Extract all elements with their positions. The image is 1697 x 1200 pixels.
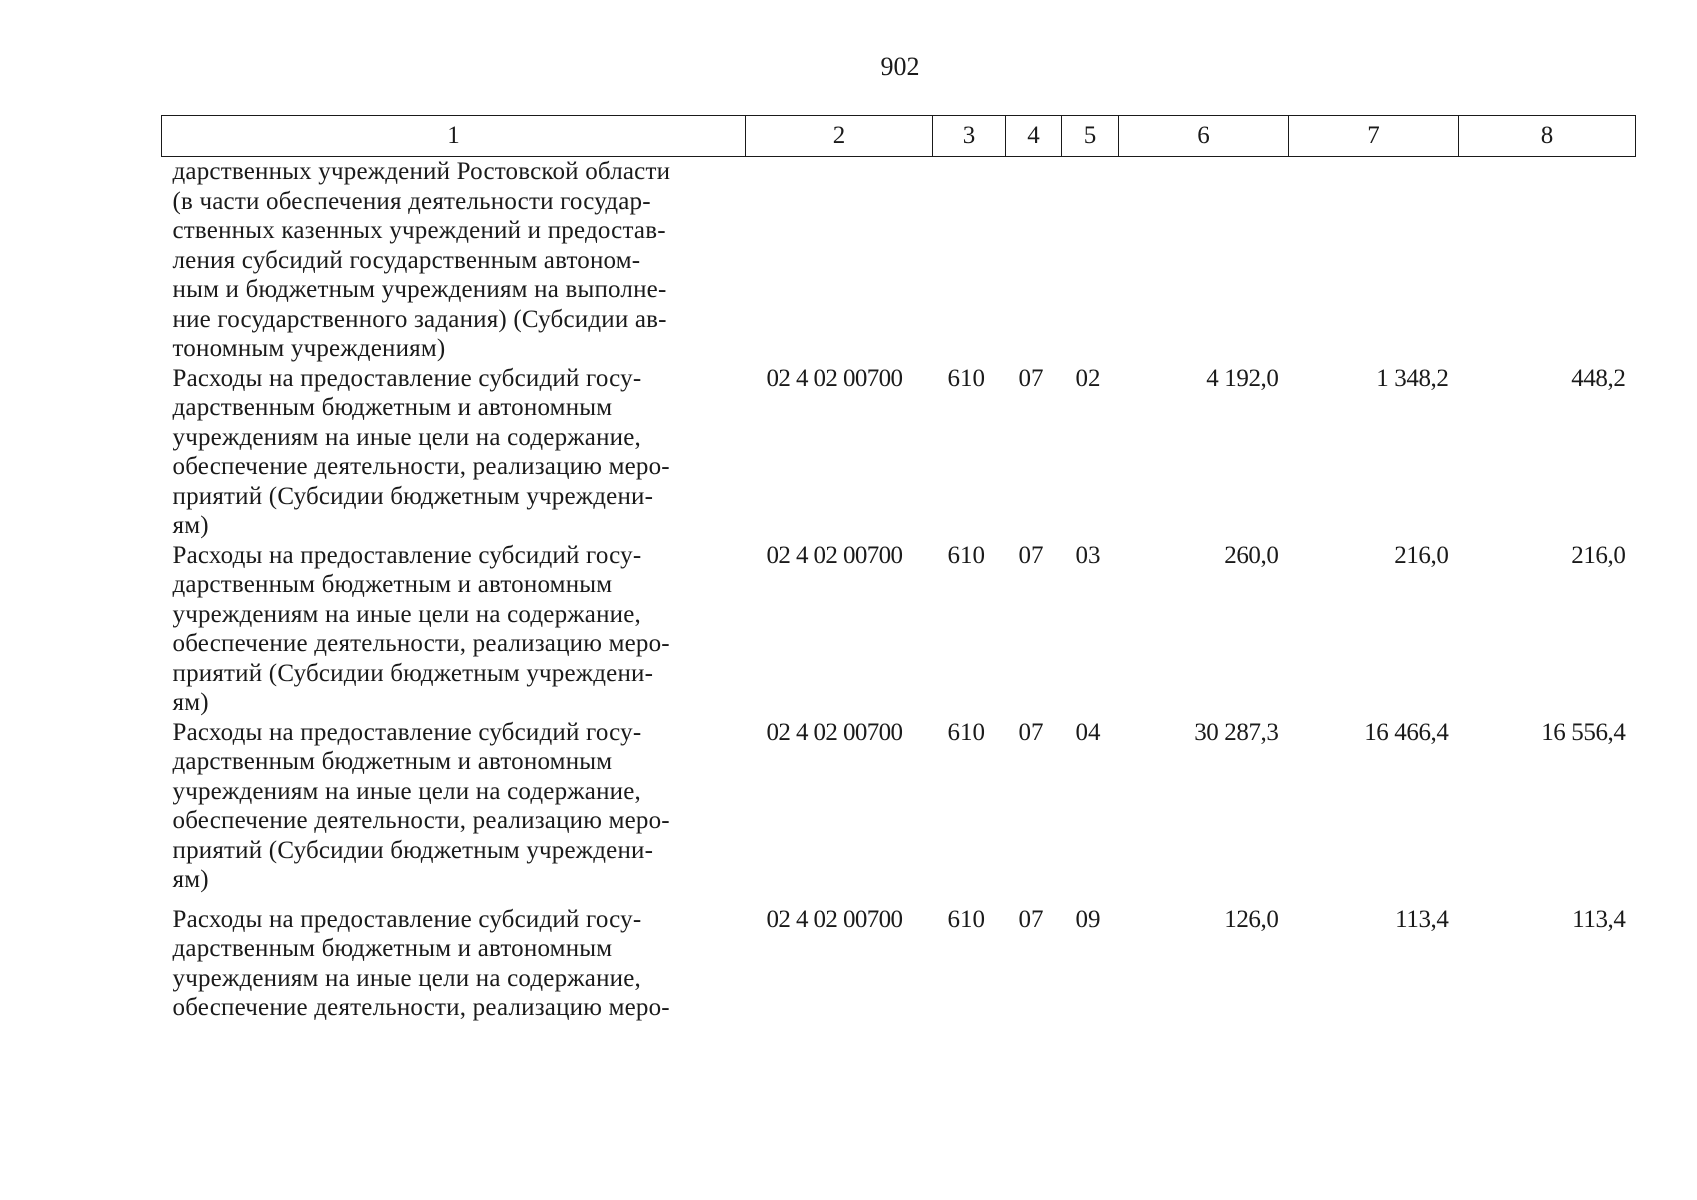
description-line: дарственным бюджетным и автономным xyxy=(172,571,613,598)
section-cell: 07 xyxy=(1018,364,1044,392)
description-line: учреждениям на иные цели на содержание, xyxy=(172,423,641,451)
section-cell: 07 xyxy=(1018,718,1044,746)
target-code-cell: 02 4 02 00700 xyxy=(766,541,903,569)
target-code-cell: 02 4 02 00700 xyxy=(766,718,903,746)
continuation-description xyxy=(162,157,746,364)
column-header-1: 1 xyxy=(162,116,746,157)
column-header-6: 6 xyxy=(1119,116,1289,157)
description-line: Расходы на предоставление субсидий госу- xyxy=(172,541,642,569)
amount-col7-cell: 1 348,2 xyxy=(1376,364,1449,392)
amount-col6-cell: 4 192,0 xyxy=(1206,364,1279,392)
description-line: Расходы на предоставление субсидий госу- xyxy=(172,718,642,746)
description-line: обеспечение деятельности, реализацию меро- xyxy=(172,807,670,834)
section-cell: 07 xyxy=(1018,541,1044,569)
table-body xyxy=(162,157,1636,1023)
description-line: дарственным бюджетным и автономным xyxy=(172,935,613,962)
description-line: учреждениям на иные цели на содержание, xyxy=(172,964,641,992)
description-line: дарственным бюджетным и автономным xyxy=(172,394,613,421)
amount-col7-cell: 113,4 xyxy=(1395,905,1449,933)
amount-col6-cell: 126,0 xyxy=(1224,905,1279,933)
description-line: обеспечение деятельности, реализацию меро- xyxy=(172,630,670,657)
amount-col6-cell: 260,0 xyxy=(1224,541,1279,569)
target-code-cell: 02 4 02 00700 xyxy=(766,364,903,392)
table-row xyxy=(162,718,1636,895)
column-header-4: 4 xyxy=(1006,116,1062,157)
description-line: ям) xyxy=(172,689,209,716)
column-header-3: 3 xyxy=(933,116,1006,157)
description-line: Расходы на предоставление субсидий госу- xyxy=(172,905,642,933)
page-number: 902 xyxy=(880,52,920,81)
expense-type-cell: 610 xyxy=(947,905,985,933)
description-line: ям) xyxy=(172,512,209,539)
expense-type-cell: 610 xyxy=(947,718,985,746)
expense-type-cell: 610 xyxy=(947,541,985,569)
table-row xyxy=(162,895,1636,1023)
description-line: учреждениям на иные цели на содержание, xyxy=(172,600,641,628)
description-line: ям) xyxy=(172,866,209,893)
description-line: Расходы на предоставление субсидий госу- xyxy=(172,364,642,392)
table-row xyxy=(162,364,1636,541)
row-description xyxy=(162,895,746,1023)
row-description xyxy=(162,718,746,895)
description-line: учреждениям на иные цели на содержание, xyxy=(172,777,641,805)
subsection-cell: 02 xyxy=(1075,364,1101,392)
subsection-cell: 04 xyxy=(1075,718,1101,746)
row-description xyxy=(162,364,746,541)
subsection-cell: 09 xyxy=(1075,905,1101,933)
amount-col7-cell: 216,0 xyxy=(1394,541,1449,569)
description-line: ние государственного задания) (Субсидии ав- xyxy=(172,305,667,333)
amount-col8-cell: 16 556,4 xyxy=(1541,718,1626,746)
row-description xyxy=(162,541,746,718)
amount-col6-cell: 30 287,3 xyxy=(1194,718,1279,746)
column-header-5: 5 xyxy=(1062,116,1119,157)
continuation-row xyxy=(162,157,1636,364)
header-row xyxy=(162,116,1636,157)
column-header-8: 8 xyxy=(1459,116,1636,157)
description-line: приятий (Субсидии бюджетным учреждени- xyxy=(172,482,654,510)
description-line: дарственным бюджетным и автономным xyxy=(172,748,613,775)
section-cell: 07 xyxy=(1018,905,1044,933)
description-line: обеспечение деятельности, реализацию меро- xyxy=(172,994,670,1021)
description-line: ным и бюджетным учреждениям на выполне- xyxy=(172,276,667,303)
description-line: дарственных учреждений Ростовской области xyxy=(172,158,671,185)
column-header-2: 2 xyxy=(746,116,933,157)
amount-col8-cell: 448,2 xyxy=(1571,364,1626,392)
target-code-cell: 02 4 02 00700 xyxy=(766,905,903,933)
description-line: обеспечение деятельности, реализацию меро- xyxy=(172,453,670,480)
description-line: тономным учреждениям) xyxy=(172,335,446,362)
subsection-cell: 03 xyxy=(1075,541,1101,569)
description-line: приятий (Субсидии бюджетным учреждени- xyxy=(172,836,654,864)
amount-col7-cell: 16 466,4 xyxy=(1364,718,1449,746)
description-line: приятий (Субсидии бюджетным учреждени- xyxy=(172,659,654,687)
description-line: ственных казенных учреждений и предостав- xyxy=(172,217,666,244)
column-header-7: 7 xyxy=(1289,116,1459,157)
amount-col8-cell: 113,4 xyxy=(1572,905,1626,933)
expense-type-cell: 610 xyxy=(947,364,985,392)
table-header xyxy=(162,116,1636,157)
budget-table xyxy=(161,115,1636,1023)
amount-col8-cell: 216,0 xyxy=(1571,541,1626,569)
table-row xyxy=(162,541,1636,718)
description-line: ления субсидий государственным автоном- xyxy=(172,246,641,274)
description-line: (в части обеспечения деятельности государ- xyxy=(172,187,651,215)
